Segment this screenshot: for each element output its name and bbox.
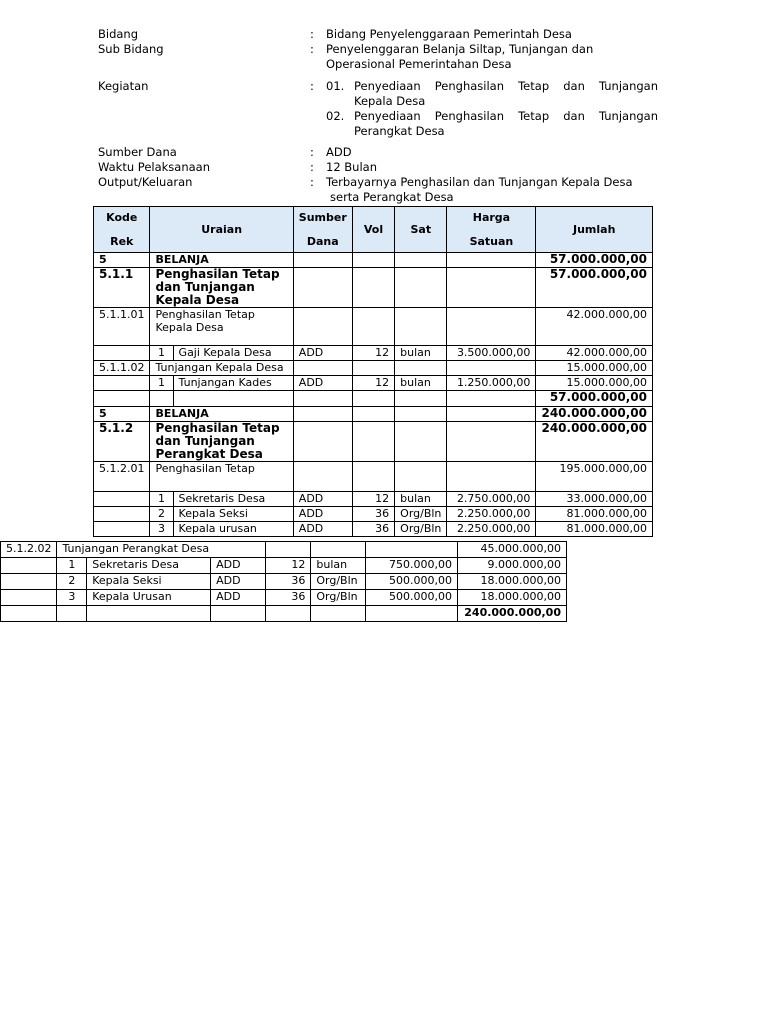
cell-sumber: ADD [293, 492, 352, 507]
cell-kode: 5.1.2 [94, 422, 150, 462]
cell-empty [352, 407, 394, 422]
kegiatan-line-2: Perangkat Desa [354, 124, 445, 138]
cell-no: 3 [150, 522, 173, 537]
cell-empty [293, 391, 352, 407]
cell-no: 1 [57, 558, 87, 574]
cell-empty [311, 606, 366, 622]
cell-sumber: ADD [293, 346, 352, 361]
cell-harga: 500.000,00 [366, 574, 458, 590]
cell-empty [352, 361, 394, 376]
kegiatan-line-1: Penyediaan Penghasilan Tetap dan Tunjangan [354, 79, 658, 93]
cell-jumlah: 81.000.000,00 [536, 522, 653, 537]
cell-empty [293, 253, 352, 268]
cell-empty [293, 422, 352, 462]
sub-bidang-line-1: Penyelenggaran Belanja Siltap, Tunjangan dan [326, 42, 594, 56]
cell-sat: Org/Bln [311, 590, 366, 606]
table-row [94, 376, 653, 391]
table-row [1, 590, 567, 606]
cell-empty [366, 542, 458, 558]
cell-empty [293, 268, 352, 308]
colon: : [310, 42, 314, 56]
cell-empty [447, 391, 536, 407]
cell-empty [395, 422, 447, 462]
colon: : [310, 175, 314, 189]
cell-harga: 500.000,00 [366, 590, 458, 606]
cell-jumlah: 33.000.000,00 [536, 492, 653, 507]
table-row [94, 422, 653, 462]
cell-uraian: Penghasilan Tetap Kepala Desa [150, 308, 293, 346]
cell-empty [265, 606, 311, 622]
cell-uraian: Penghasilan Tetap dan Tunjangan Perangkat Desa [150, 422, 293, 462]
table-row [94, 507, 653, 522]
header-rek: Rek [110, 235, 134, 248]
cell-jumlah: 81.000.000,00 [536, 507, 653, 522]
cell-uraian: Tunjangan Kepala Desa [150, 361, 293, 376]
total-row [1, 606, 567, 622]
cell-harga: 2.250.000,00 [447, 507, 536, 522]
table-row [1, 558, 567, 574]
cell-empty [352, 391, 394, 407]
kegiatan-item [326, 109, 658, 139]
cell-uraian: Sekretaris Desa [173, 492, 293, 507]
output-line-1: Terbayarnya Penghasilan dan Tunjangan Kepala Desa [326, 175, 633, 189]
output-line-2: serta Perangkat Desa [330, 190, 454, 204]
header-dana: Dana [306, 235, 339, 248]
cell-sat: Org/Bln [395, 507, 447, 522]
sub-bidang-line-2: Operasional Pemerintahan Desa [326, 57, 512, 71]
cell-empty [395, 462, 447, 492]
cell-sat: bulan [395, 492, 447, 507]
cell-uraian: Kepala Urusan [87, 590, 211, 606]
cell-uraian: BELANJA [150, 407, 293, 422]
cell-empty [447, 268, 536, 308]
cell-no: 1 [150, 492, 173, 507]
cell-empty [447, 361, 536, 376]
kegiatan-number: 01. [326, 79, 345, 93]
cell-no: 2 [57, 574, 87, 590]
sub-bidang-value [326, 42, 658, 72]
header-vol: Vol [352, 207, 394, 253]
cell-jumlah: 15.000.000,00 [536, 376, 653, 391]
header-kode-rek [94, 207, 150, 253]
table-row [1, 574, 567, 590]
table-row [94, 462, 653, 492]
output-label: Output/Keluaran [98, 175, 193, 189]
cell-harga: 2.250.000,00 [447, 522, 536, 537]
table-row [94, 346, 653, 361]
cell-sumber: ADD [211, 558, 266, 574]
cell-empty [293, 308, 352, 346]
cell-sat: bulan [311, 558, 366, 574]
cell-empty [94, 391, 150, 407]
table-row [94, 253, 653, 268]
cell-kode: 5.1.1.01 [94, 308, 150, 346]
cell-kode: 5 [94, 253, 150, 268]
cell-uraian: Tunjangan Perangkat Desa [57, 542, 265, 558]
bidang-row [98, 27, 658, 42]
colon: : [310, 160, 314, 174]
header-harga: Harga [472, 211, 511, 224]
cell-uraian: Tunjangan Kades [173, 376, 293, 391]
cell-no: 1 [150, 376, 173, 391]
cell-jumlah: 57.000.000,00 [536, 268, 653, 308]
cell-uraian: Kepala urusan [173, 522, 293, 537]
cell-empty [352, 253, 394, 268]
cell-harga: 2.750.000,00 [447, 492, 536, 507]
cell-jumlah: 42.000.000,00 [536, 346, 653, 361]
cell-empty [94, 346, 150, 361]
cell-empty [352, 422, 394, 462]
cell-vol: 36 [265, 590, 311, 606]
bidang-label: Bidang [98, 27, 139, 41]
cell-kode: 5.1.2.01 [94, 462, 150, 492]
sumber-dana-label: Sumber Dana [98, 145, 177, 159]
cell-jumlah: 240.000.000,00 [536, 407, 653, 422]
cell-empty [150, 391, 173, 407]
cell-empty [94, 376, 150, 391]
cell-uraian: Penghasilan Tetap dan Tunjangan Kepala Desa [150, 268, 293, 308]
cell-jumlah: 15.000.000,00 [536, 361, 653, 376]
cell-vol: 12 [352, 376, 394, 391]
cell-jumlah: 42.000.000,00 [536, 308, 653, 346]
cell-empty [311, 542, 366, 558]
sub-bidang-row [98, 42, 658, 72]
cell-empty [447, 422, 536, 462]
cell-empty [94, 522, 150, 537]
cell-empty [352, 268, 394, 308]
header-sat: Sat [395, 207, 447, 253]
continuation-table [0, 541, 567, 622]
sumber-dana-value: ADD [326, 145, 352, 159]
cell-no: 3 [57, 590, 87, 606]
cell-jumlah: 45.000.000,00 [457, 542, 566, 558]
cell-empty [447, 253, 536, 268]
kegiatan-list [326, 79, 658, 139]
cell-jumlah: 57.000.000,00 [536, 253, 653, 268]
output-row [98, 175, 658, 205]
cell-empty [293, 462, 352, 492]
kegiatan-row [98, 79, 658, 139]
cell-uraian: Gaji Kepala Desa [173, 346, 293, 361]
cell-uraian: BELANJA [150, 253, 293, 268]
cell-empty [293, 361, 352, 376]
header-uraian: Uraian [150, 207, 293, 253]
cell-kode: 5.1.1 [94, 268, 150, 308]
kegiatan-line-2: Kepala Desa [354, 94, 426, 108]
cell-jumlah: 18.000.000,00 [457, 574, 566, 590]
cell-empty [94, 492, 150, 507]
header-harga-satuan [447, 207, 536, 253]
kegiatan-label: Kegiatan [98, 79, 149, 93]
colon: : [310, 27, 314, 41]
cell-sumber: ADD [293, 376, 352, 391]
cell-harga: 3.500.000,00 [447, 346, 536, 361]
colon: : [310, 145, 314, 159]
cell-sumber: ADD [293, 507, 352, 522]
subtotal-row [94, 391, 653, 407]
cell-jumlah: 18.000.000,00 [457, 590, 566, 606]
cell-jumlah: 240.000.000,00 [536, 422, 653, 462]
cell-subtotal: 57.000.000,00 [536, 391, 653, 407]
table-row [94, 268, 653, 308]
cell-vol: 36 [352, 507, 394, 522]
cell-uraian: Sekretaris Desa [87, 558, 211, 574]
cell-harga: 750.000,00 [366, 558, 458, 574]
table-row [94, 407, 653, 422]
cell-empty [395, 361, 447, 376]
cell-sumber: ADD [211, 574, 266, 590]
cell-empty [94, 507, 150, 522]
cell-sumber: ADD [293, 522, 352, 537]
cell-kode: 5.1.2.02 [1, 542, 57, 558]
header-jumlah: Jumlah [536, 207, 653, 253]
header-kode: Kode [106, 211, 138, 224]
waktu-row [98, 160, 658, 175]
cell-empty [1, 590, 57, 606]
cell-empty [366, 606, 458, 622]
cell-sat: Org/Bln [395, 522, 447, 537]
cell-vol: 12 [352, 492, 394, 507]
table-row [94, 308, 653, 346]
cell-empty [1, 558, 57, 574]
cell-empty [87, 606, 211, 622]
cell-sat: Org/Bln [311, 574, 366, 590]
sumber-dana-row [98, 145, 658, 160]
waktu-label: Waktu Pelaksanaan [98, 160, 211, 174]
cell-empty [352, 462, 394, 492]
cell-empty [395, 253, 447, 268]
cell-sat: bulan [395, 346, 447, 361]
cell-empty [173, 391, 293, 407]
cell-jumlah: 9.000.000,00 [457, 558, 566, 574]
cell-empty [447, 462, 536, 492]
table-header-row [94, 207, 653, 253]
table-row [94, 522, 653, 537]
kegiatan-text [354, 79, 658, 109]
budget-table [93, 206, 653, 537]
cell-vol: 12 [352, 346, 394, 361]
kegiatan-number: 02. [326, 109, 345, 123]
cell-empty [1, 606, 57, 622]
cell-total: 240.000.000,00 [457, 606, 566, 622]
table-row [94, 361, 653, 376]
cell-empty [395, 308, 447, 346]
table-row [94, 492, 653, 507]
cell-no: 1 [150, 346, 173, 361]
cell-vol: 12 [265, 558, 311, 574]
header-sumber-dana [293, 207, 352, 253]
cell-no: 2 [150, 507, 173, 522]
header-satuan: Satuan [469, 235, 514, 248]
colon: : [310, 79, 314, 93]
cell-jumlah: 195.000.000,00 [536, 462, 653, 492]
table-row [1, 542, 567, 558]
cell-harga: 1.250.000,00 [447, 376, 536, 391]
cell-empty [57, 606, 87, 622]
output-value [326, 175, 658, 205]
kegiatan-text [354, 109, 658, 139]
header-sumber: Sumber [298, 211, 347, 224]
cell-uraian: Penghasilan Tetap [150, 462, 293, 492]
cell-vol: 36 [265, 574, 311, 590]
bidang-value: Bidang Penyelenggaraan Pemerintah Desa [326, 27, 572, 41]
cell-vol: 36 [352, 522, 394, 537]
cell-uraian: Kepala Seksi [87, 574, 211, 590]
cell-empty [395, 268, 447, 308]
kegiatan-item [326, 79, 658, 109]
cell-empty [447, 308, 536, 346]
cell-empty [395, 407, 447, 422]
cell-kode: 5.1.1.02 [94, 361, 150, 376]
cell-uraian: Kepala Seksi [173, 507, 293, 522]
kegiatan-line-1: Penyediaan Penghasilan Tetap dan Tunjangan [354, 109, 658, 123]
sub-bidang-label: Sub Bidang [98, 42, 164, 56]
cell-empty [265, 542, 311, 558]
cell-sat: bulan [395, 376, 447, 391]
cell-sumber: ADD [211, 590, 266, 606]
cell-empty [1, 574, 57, 590]
document-header [98, 27, 658, 205]
cell-kode: 5 [94, 407, 150, 422]
cell-empty [395, 391, 447, 407]
waktu-value: 12 Bulan [326, 160, 377, 174]
cell-empty [447, 407, 536, 422]
cell-empty [211, 606, 266, 622]
cell-empty [352, 308, 394, 346]
cell-empty [293, 407, 352, 422]
